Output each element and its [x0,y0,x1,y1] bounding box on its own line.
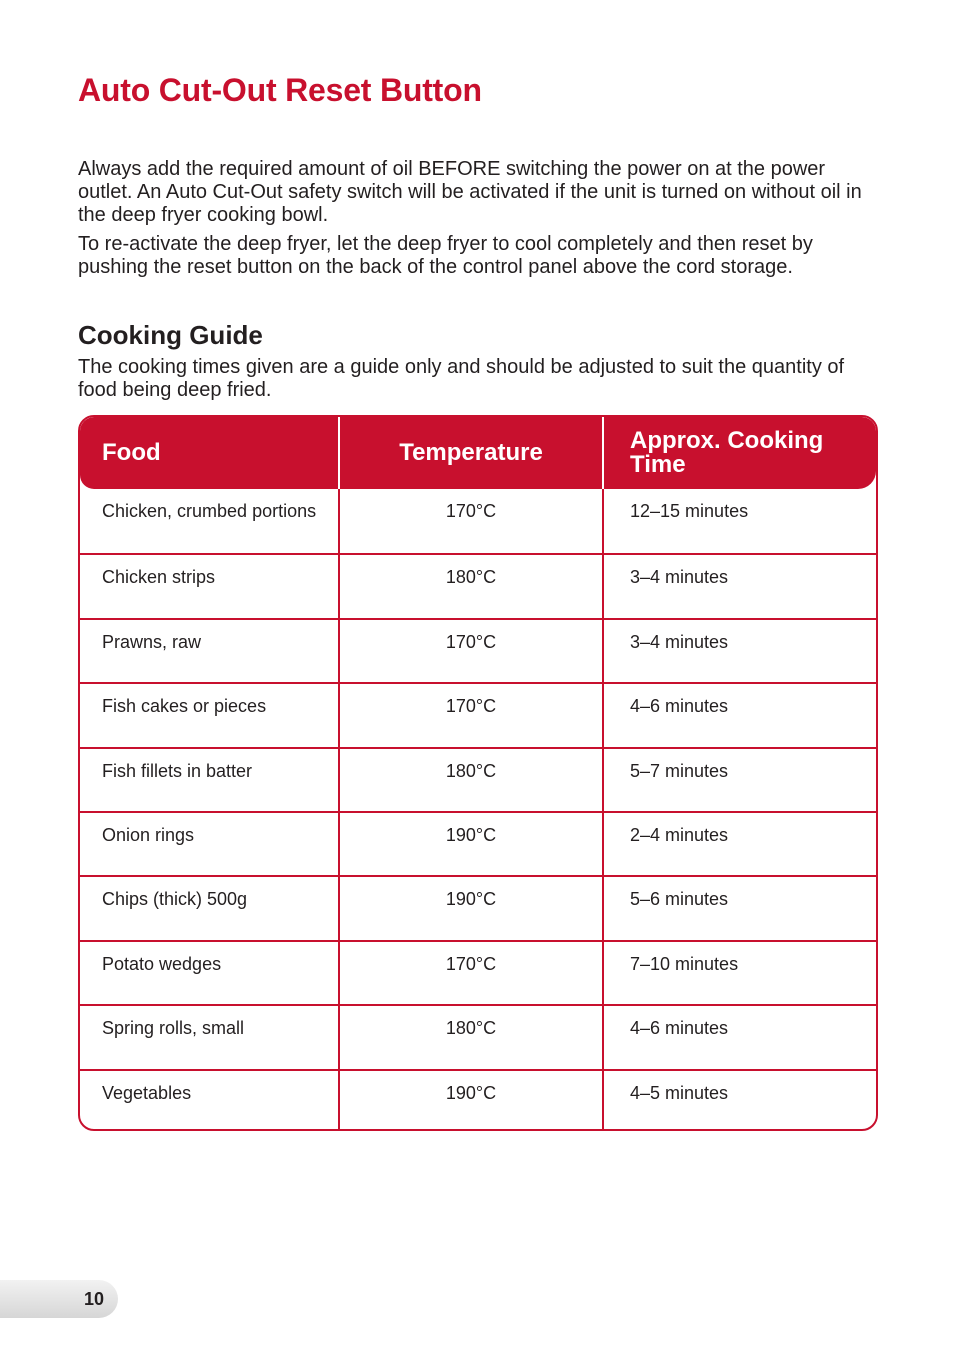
cell-food: Chicken, crumbed portions [80,489,340,553]
intro-text [78,158,878,285]
cell-food: Spring rolls, small [80,1006,340,1068]
table-row [80,811,876,875]
cooking-guide-table [78,415,878,1131]
cell-food: Chips (thick) 500g [80,877,340,939]
cell-time: 4–6 minutes [630,1018,729,1039]
section-description: The cooking times given are a guide only and should be adjusted to suit the quantity of food being deep fried. [78,356,845,401]
cell-food: Onion rings [80,813,340,875]
table-row [80,747,876,811]
cell-temperature: 190°C [340,813,604,875]
cell-temperature: 170°C [340,489,604,553]
cell-food: Fish fillets in batter [80,749,340,811]
cell-time: 3–4 minutes [630,631,729,652]
header-cooking-time: Approx. Cooking Time [630,427,824,478]
table-row [80,682,876,746]
cell-time: 4–6 minutes [630,696,729,717]
cell-temperature: 180°C [340,1006,604,1068]
table-row [80,940,876,1004]
cell-time: 12–15 minutes [630,501,749,521]
section-title: Cooking Guide [78,320,263,350]
cell-temperature: 170°C [340,942,604,1004]
cell-food: Prawns, raw [80,620,340,682]
cell-time: 4–5 minutes [630,1082,729,1103]
table-row [80,875,876,939]
cell-time: 3–4 minutes [630,567,729,588]
table-row [80,618,876,682]
header-temperature: Temperature [340,417,604,489]
table-header [80,417,876,489]
cell-food: Potato wedges [80,942,340,1004]
cell-time: 2–4 minutes [630,824,729,845]
cell-temperature: 190°C [340,877,604,939]
table-row [80,553,876,617]
table-body [80,489,876,1131]
cell-time: 7–10 minutes [630,953,739,974]
header-food: Food [80,417,340,489]
table-row [80,1004,876,1068]
intro-paragraph: Always add the required amount of oil BEFORE switching the power on at the power outlet. An Auto Cut-Out safety switch will be activated if the unit is turned on without oil in the deep fryer cooking bowl. [78,158,862,226]
cell-temperature: 170°C [340,684,604,746]
cell-time: 5–6 minutes [630,889,729,910]
cell-temperature: 170°C [340,620,604,682]
cell-temperature: 180°C [340,555,604,617]
cell-time: 5–7 minutes [630,760,729,781]
cell-food: Chicken strips [80,555,340,617]
cell-temperature: 180°C [340,749,604,811]
table-row [80,1069,876,1131]
intro-paragraph: To re-activate the deep fryer, let the deep fryer to cool completely and then reset by pushing the reset button on the back of the control panel above the cord storage. [78,233,813,278]
page-number: 10 [84,1289,105,1309]
table-row [80,489,876,553]
cell-temperature: 190°C [340,1071,604,1131]
page-title: Auto Cut-Out Reset Button [78,72,482,108]
cell-food: Vegetables [80,1071,340,1131]
cell-food: Fish cakes or pieces [80,684,340,746]
